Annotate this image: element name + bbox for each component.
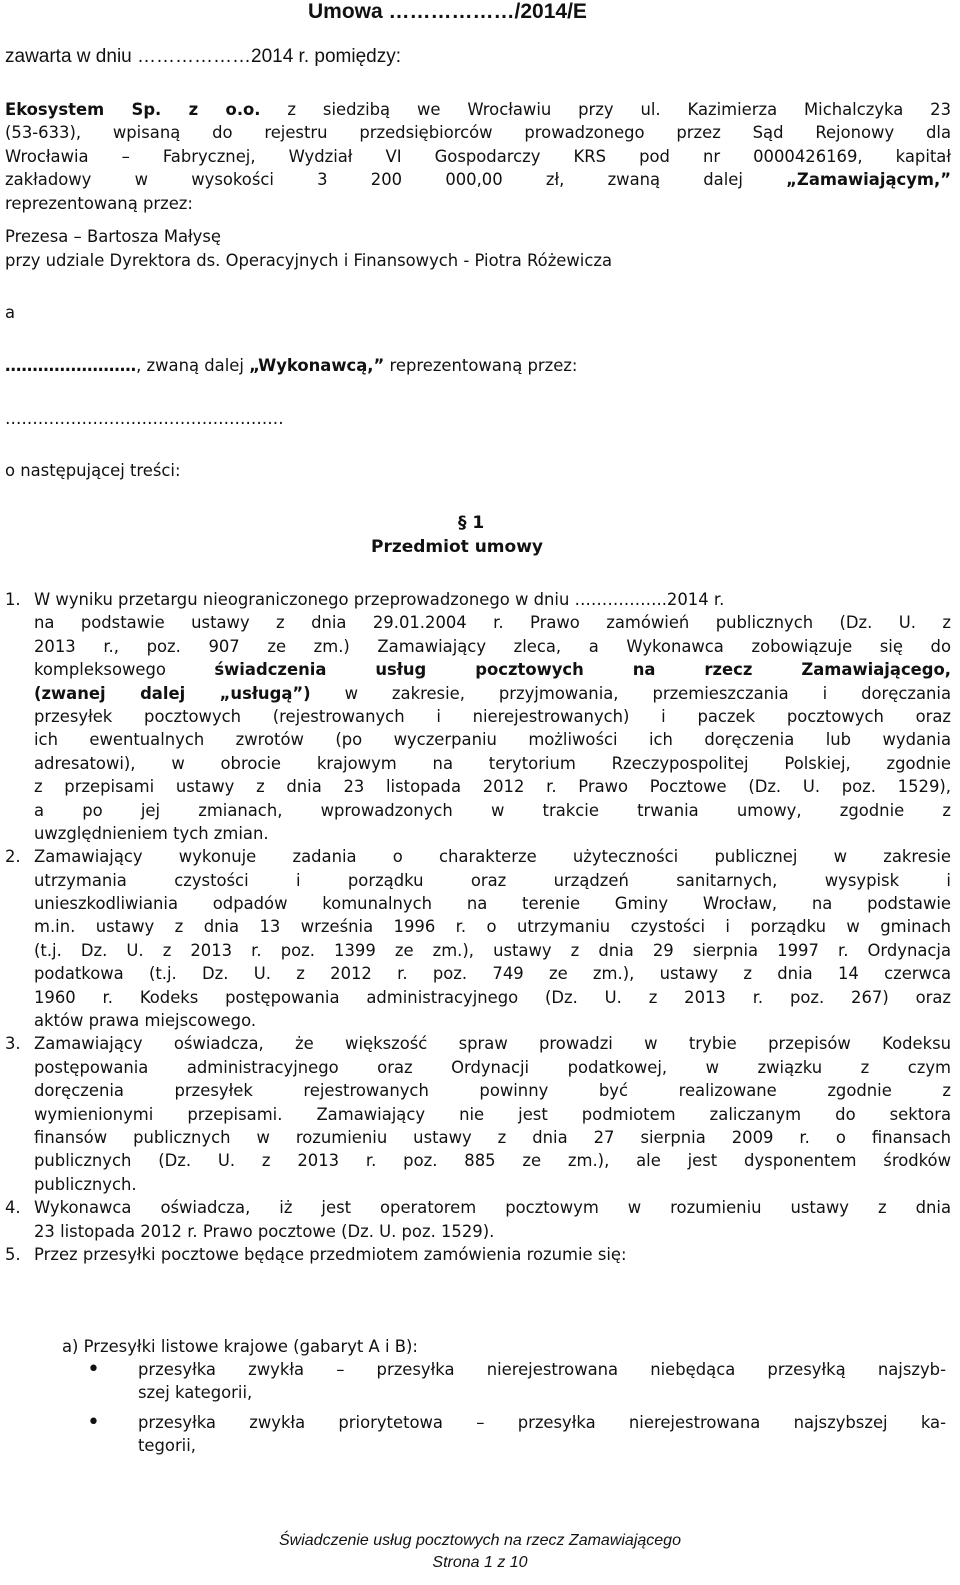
content-intro: o następującej treści:: [5, 461, 181, 480]
clause-2: 2. Zamawiający wykonuje zadania o charakterze użyteczności publicznej w zakresie utrzymania czystości i porządku oraz urządzeń sanitarnych, wysypisk i unieszkodliwiania odpadów komunalnych na terenie Gminy Wrocław, na podstawie m.in. ustawy z dnia 13 września 1996 r. o utrzymaniu czystości i porządku w gminach (t.j. Dz. U. z 2013 r. poz. 1399 ze zm.), ustawy z dnia 29 sierpnia 1997 r. Ordynacja podatkowa (t.j. Dz. U. z 2012 r. poz. 749 ze zm.), ustawy z dnia 14 czerwca 1960 r. Kodeks postępowania administracyjnego (Dz. U. z 2013 r. poz. 267) oraz aktów prawa miejscowego.: [5, 847, 951, 1031]
clause-4: 4. Wykonawca oświadcza, iż jest operatorem pocztowym w rozumieniu ustawy z dnia 23 listopada 2012 r. Prawo pocztowe (Dz. U. poz. 1529).: [5, 1198, 951, 1241]
party2-rep-dots: ……………………………………………: [5, 409, 284, 428]
clause-number: 2.: [5, 847, 21, 867]
party1-represented: reprezentowaną przez:: [5, 193, 193, 213]
representative-1: Prezesa – Bartosza Małysę: [5, 227, 221, 246]
clause-1: 1. W wyniku przetargu nieograniczonego przeprowadzonego w dniu ……………..2014 r. na podstawie ustawy z dnia 29.01.2004 r. Prawo zamówień publicznych (Dz. U. z 2013 r., poz. 907 ze zm.) Zamawiający zleca, a Wykonawca zobowiązuje się do kompleksowego świadczenia usług pocztowych na rzecz Zamawiającego, (zwanej dalej „usługą”) w zakresie, przyjmowania, przemieszczania i doręczania przesyłek pocztowych (rejestrowanych i nierejestrowanych) i paczek pocztowych oraz ich ewentualnych zwrotów (po wyczerpaniu możliwości ich doręczenia lub wydania adresatowi), w obrocie krajowym na terytorium Rzeczypospolitej Polskiej, zgodnie z przepisami ustawy z dnia 23 listopada 2012 r. Prawo Pocztowe (Dz. U. poz. 1529), a po jej zmianach, wprowadzonych w trakcie trwania umowy, zgodnie z uwzględnieniem tych zmian.: [5, 590, 951, 843]
party2-line: ……………………, zwaną dalej „Wykonawcą,” reprezentowaną przez:: [5, 356, 578, 375]
conjunction-and: a: [5, 303, 16, 322]
party1-block: [5, 98, 951, 215]
wykonawca-term: „Wykonawcą,”: [249, 356, 385, 375]
clause-number: 1.: [5, 590, 21, 609]
section-mark: § 1: [458, 513, 485, 533]
party1-line: Wrocławia – Fabrycznej, Wydział VI Gospodarczy KRS pod nr 0000426169, kapitał: [5, 146, 951, 166]
section-heading: Przedmiot umowy: [371, 537, 543, 557]
bullet-item: przesyłka zwykła priorytetowa – przesyłka nierejestrowana najszybszej ka- tegorii,: [138, 1413, 946, 1456]
contract-title: Umowa ………………/2014/E: [308, 0, 587, 23]
clause-list: [5, 588, 951, 1266]
subitem-a: a) Przesyłki listowe krajowe (gabaryt A i B):: [62, 1337, 418, 1356]
clause-number: 3.: [5, 1034, 21, 1054]
bullet-item: przesyłka zwykła – przesyłka nierejestrowana niebędąca przesyłką najszyb- szej kategorii,: [138, 1360, 946, 1403]
footer-title: Świadczenie usług pocztowych na rzecz Zamawiającego: [279, 1532, 681, 1549]
bullet-icon: •: [87, 1410, 100, 1435]
clause-number: 4.: [5, 1198, 21, 1218]
party1-line: Ekosystem Sp. z o.o. z siedzibą we Wrocławiu przy ul. Kazimierza Michalczyka 23: [5, 100, 951, 119]
party1-name: Ekosystem Sp. z o.o.: [5, 100, 261, 119]
clause-number: 5.: [5, 1244, 21, 1264]
page-number: Strona 1 z 10: [432, 1554, 528, 1571]
clause-5: 5. Przez przesyłki pocztowe będące przedmiotem zamówienia rozumie się:: [5, 1243, 951, 1266]
party1-line: (53-633), wpisaną do rejestru przedsiębiorców prowadzonego przez Sąd Rejonowy dla: [5, 123, 951, 143]
clause-3: 3. Zamawiający oświadcza, że większość spraw prowadzi w trybie przepisów Kodeksu postępowania administracyjnego oraz Ordynacji podatkowej, w związku z czym doręczenia przesyłek rejestrowanych powinny być realizowane zgodnie z wymienionymi przepisami. Zamawiający nie jest podmiotem zaliczanym do sektora finansów publicznych w rozumieniu ustawy z dnia 27 sierpnia 2009 r. o finansach publicznych (Dz. U. z 2013 r. poz. 885 ze zm.), ale jest dysponentem środków publicznych.: [5, 1034, 951, 1194]
bullet-icon: •: [87, 1357, 100, 1382]
party1-line: zakładowy w wysokości 3 200 000,00 zł, zwaną dalej „Zamawiającym,”: [5, 170, 951, 190]
zamawiajacy-term: „Zamawiającym,”: [786, 170, 951, 190]
representative-2: przy udziale Dyrektora ds. Operacyjnych i Finansowych - Piotra Różewicza: [5, 251, 613, 270]
contract-date-line: zawarta w dniu ………………2014 r. pomiędzy:: [5, 46, 401, 67]
party2-dots: ……………………: [5, 356, 137, 375]
